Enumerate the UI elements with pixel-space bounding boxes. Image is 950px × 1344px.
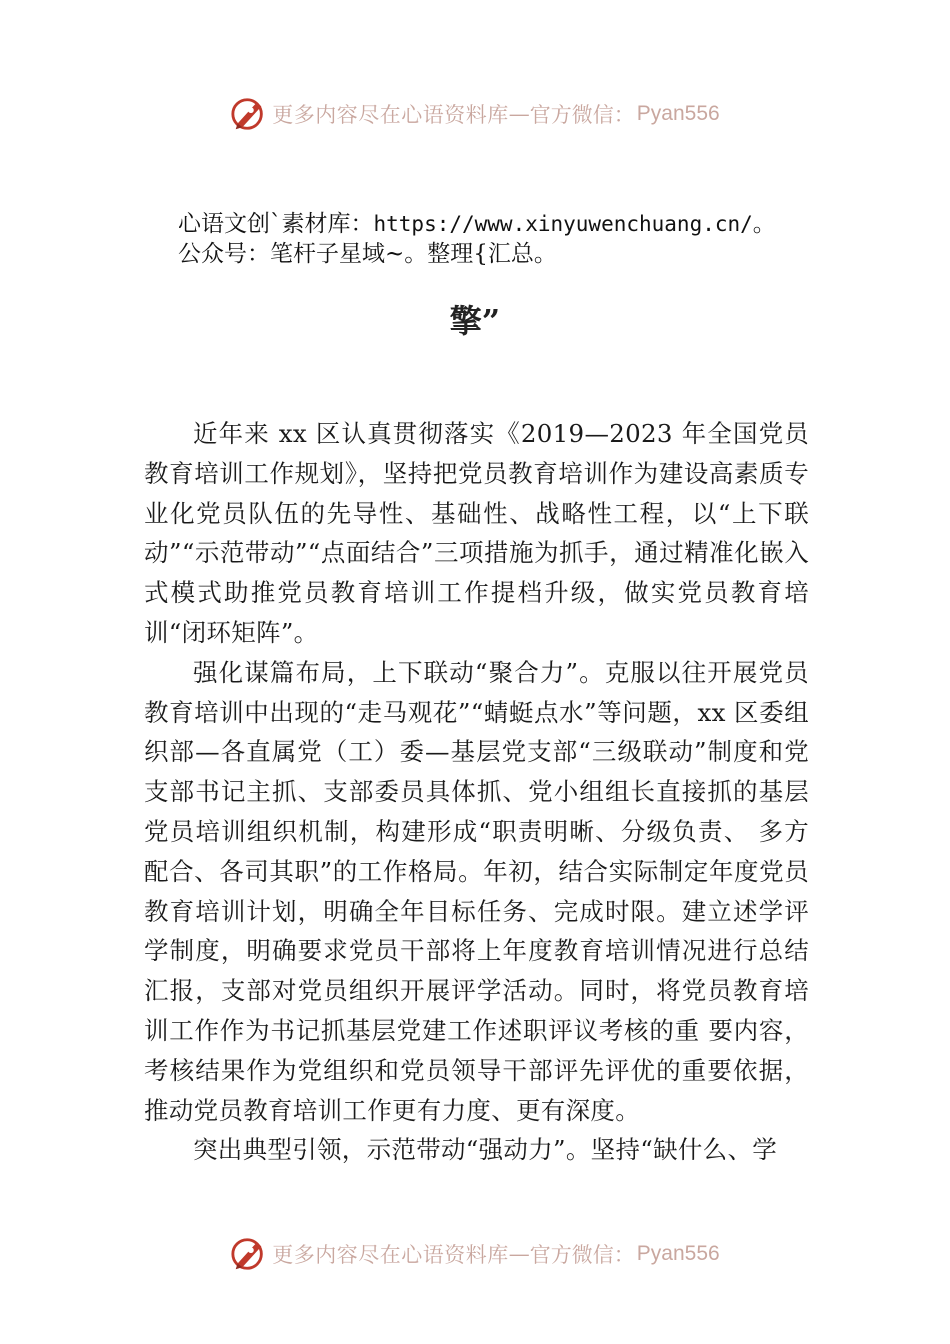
- paragraph-3: 突出典型引领，示范带动“强动力”。坚持“缺什么、学: [193, 1135, 778, 1165]
- header-note: [178, 209, 878, 269]
- banner-wechat-label: 官方微信：: [529, 103, 635, 127]
- banner-separator: —: [508, 1242, 530, 1266]
- banner-wechat-label: 官方微信：: [529, 1243, 635, 1267]
- banner-separator: —: [508, 102, 530, 126]
- header-note-url[interactable]: https://www.xinyuwenchuang.cn/: [373, 212, 753, 236]
- document-title: 擎”: [449, 302, 501, 340]
- header-note-line1: [178, 209, 878, 239]
- bottom-banner: [0, 1232, 950, 1276]
- header-note-prefix: 心语文创`素材库：: [178, 211, 374, 237]
- pen-logo-icon: [230, 95, 268, 133]
- pen-logo-icon: [230, 1235, 268, 1273]
- paragraph-1: 近年来 xx 区认真贯彻落实《2019—2023 年全国党员教育培训工作规划》，坚持把党员教育培训作为建设高素质专 业化党员队伍的先导性、基础性、战略性工程，以“上下联动”“示范带动”“点面结合”三项措施为抓手，通过精准化嵌入式模式助推党员教育培训工作提档升级，做实党员教育培训“闭环矩阵”。: [144, 419, 809, 647]
- banner-text: 更多内容尽在心语资料库: [272, 1243, 509, 1267]
- header-note-suffix: 。: [752, 211, 776, 237]
- banner-wechat-id: Pyan556: [636, 102, 720, 125]
- top-banner: [0, 92, 950, 136]
- banner-text: 更多内容尽在心语资料库: [272, 103, 509, 127]
- document-body: [144, 414, 809, 1170]
- paragraph-2: 强化谋篇布局，上下联动“聚合力”。克服以往开展党员教育培训中出现的“走马观花”“蜻蜓点水”等问题，xx 区委组织部—各直属党（工）委—基层党支部“三级联动”制度和党支部书记主抓、支部委员具体抓、党小组组长直接抓的基层党员培训组织机制，构建形成“职责明晰、分级负责、 多方配合、各司其职”的工作格局。年初，结合实际制定年度党员教育培训计划，明确全年目标任务、完成时限。建立述学评学制度，明确要求党员干部将上年度教育培训情况进行总结汇报，支部对党员组织开展评学活动。同时，将党员教育培训工作作为书记抓基层党建工作述职评议考核的重 要内容，考核结果作为党组织和党员领导干部评先评优的重要依据，推动党员教育培训工作更有力度、更有深度。: [144, 657, 809, 1125]
- header-note-line2: 公众号：笔杆子星域~。整理{汇总。: [178, 241, 557, 267]
- banner-wechat-id: Pyan556: [636, 1242, 720, 1265]
